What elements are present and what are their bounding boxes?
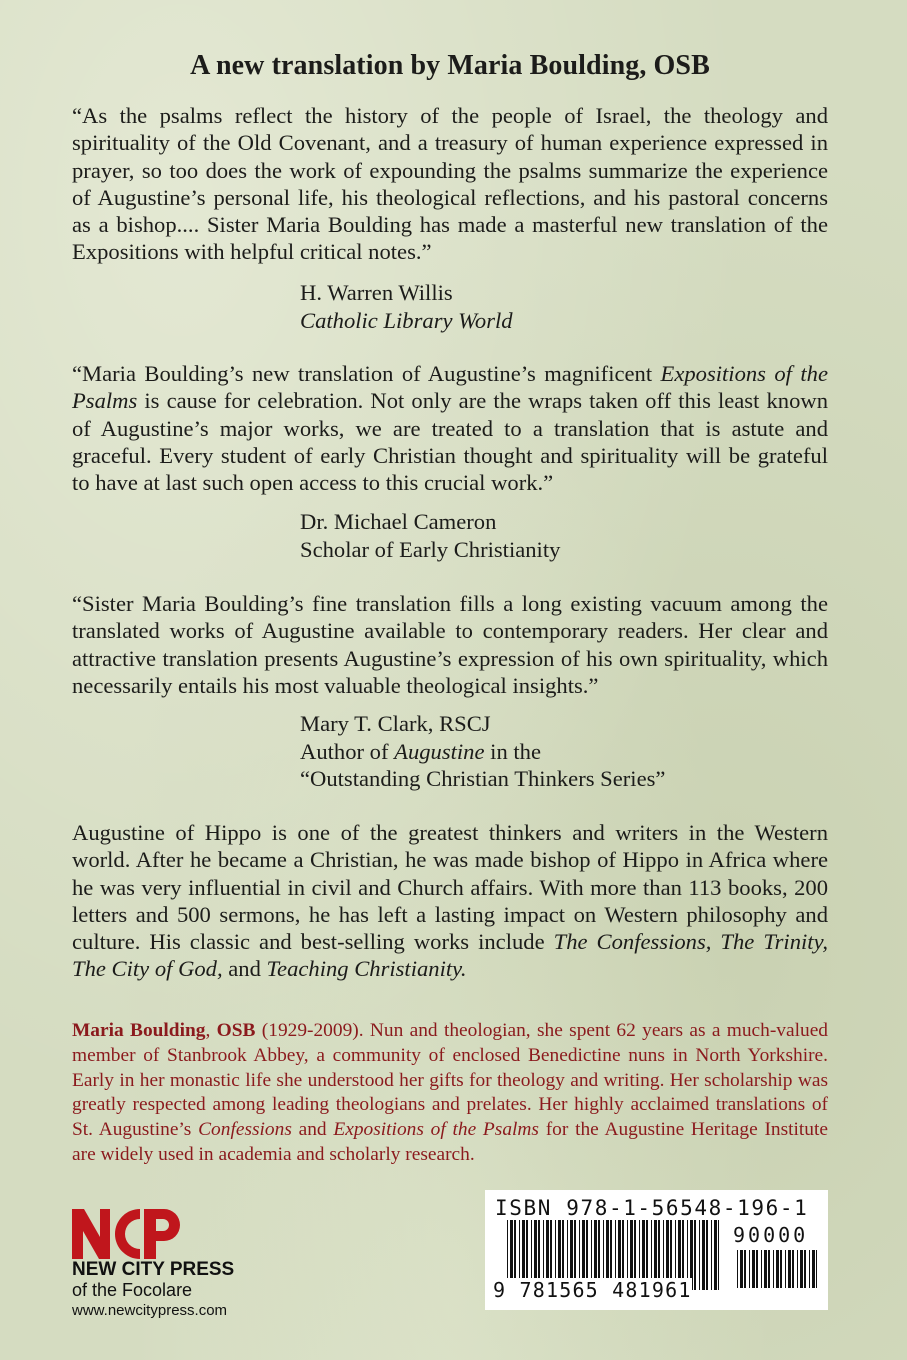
logo-letter-p: [144, 1209, 180, 1259]
quote-3-source-line: [300, 738, 665, 766]
barcode-bar: [756, 1250, 758, 1288]
about-augustine-works-2: Teaching Christianity.: [266, 956, 467, 982]
quote-1-text: “As the psalms reflect the history of the people of Israel, the theology and spirituality of the Old Covenant, and a treasury of human experience expressed in prayer, so too does the work of expounding the psalms summarize the experience of Augustine’s personal life, his theological reflections, and his pastoral concerns as a bishop.... Sister Maria Boulding has made a masterful new translation of the Expositions with helpful critical notes.”: [72, 103, 828, 265]
bio-name: Maria Boulding: [72, 1020, 206, 1041]
quote-3-source-a: Author of: [300, 738, 395, 764]
quote-1-author: H. Warren Willis: [300, 280, 453, 305]
barcode-bar: [792, 1250, 794, 1288]
barcode-bar: [718, 1220, 719, 1290]
isbn-label: ISBN 978-1-56548-196-1: [495, 1196, 809, 1220]
quote-3-series: “Outstanding Christian Thinkers Series”: [300, 766, 666, 791]
price-code: 90000: [733, 1223, 809, 1247]
quote-3-text: “Sister Maria Boulding’s fine translation fills a long existing vacuum among the translated works of Augustine available to contemporary readers. Her clear and attractive translation presents Augustine’s expression of his own spirituality, which necessarily entails his most valuable theological insights.”: [72, 591, 828, 698]
isbn-barcode: [485, 1190, 828, 1310]
barcode-bar: [702, 1220, 705, 1290]
logo-letter-c: [115, 1209, 140, 1259]
barcode-bar: [744, 1250, 746, 1288]
publisher-url: www.newcitypress.com: [72, 1302, 228, 1319]
quote-3-source-b: in the: [484, 738, 541, 764]
quote-3-book: Augustine: [394, 738, 485, 764]
author-bio: [72, 1019, 828, 1168]
quote-3-author: Mary T. Clark, RSCJ: [300, 711, 491, 736]
barcode-bar: [737, 1250, 738, 1288]
barcode-bar: [780, 1250, 782, 1288]
barcode-bar: [761, 1250, 762, 1288]
barcode-bar: [788, 1250, 791, 1288]
addon-barcode-bars: [737, 1250, 817, 1288]
bio-comma: ,: [205, 1020, 217, 1041]
about-augustine: [72, 819, 828, 983]
quote-2-title: Expositions of the Psalms: [72, 361, 828, 414]
headline: A new translation by Maria Boulding, OSB: [190, 50, 710, 81]
barcode-bar: [764, 1250, 767, 1288]
about-augustine-works-1: The Confessions, The Trinity, The City of God,: [72, 929, 828, 982]
barcode-bar: [752, 1250, 755, 1288]
barcode-bar: [797, 1250, 798, 1288]
logo-letter-n: [72, 1209, 110, 1259]
quote-1-source: Catholic Library World: [300, 307, 513, 333]
barcode-bar: [749, 1250, 750, 1288]
barcode-bar: [768, 1250, 770, 1288]
bio-text-3: for the Augustine Heritage Institute are widely used in academia and scholarly research.: [72, 1119, 828, 1165]
publisher-logo: [72, 1207, 332, 1321]
bio-work-2: Expositions of the Psalms: [333, 1119, 539, 1141]
quote-2-author: Dr. Michael Cameron: [300, 509, 497, 534]
about-augustine-text: Augustine of Hippo is one of the greatest thinkers and writers in the Western world. After he became a Christian, he was made bishop of Hippo in Africa where he was very influential in civil and Church affairs. With more than 113 books, 200 letters and 500 sermons, he has left a lasting impact on Western philosophy and culture. His classic and best-selling works include: [72, 820, 828, 955]
barcode-bar: [812, 1250, 815, 1288]
quote-2-text-b: is cause for celebration. Not only are the wraps taken off this least known of Augustine’s major works, we are treated to a translation that is astute and graceful. Every student of early Christian thought and spirituality will be grateful to have at last such open access to this crucial work.”: [72, 388, 828, 496]
quote-2: [72, 360, 828, 496]
barcode-bar: [706, 1220, 708, 1290]
quote-3-attribution: [300, 710, 665, 793]
barcode-bar: [785, 1250, 786, 1288]
ncp-logo-icon: [72, 1207, 182, 1259]
barcode-bar: [740, 1250, 743, 1288]
ean-digits: 9 781565 481961: [493, 1278, 692, 1302]
publisher-subtitle: of the Focolare: [72, 1280, 193, 1300]
about-augustine-conj: and: [222, 956, 267, 982]
publisher-name: NEW CITY PRESS: [72, 1259, 235, 1280]
quote-2-attribution: [300, 508, 560, 563]
bio-work-1: Confessions: [198, 1119, 292, 1141]
barcode-bar: [711, 1220, 712, 1290]
quote-2-source: Scholar of Early Christianity: [300, 536, 561, 562]
barcode-bar: [816, 1250, 817, 1288]
barcode-bar: [773, 1250, 774, 1288]
barcode-bar: [809, 1250, 810, 1288]
barcode-bar: [714, 1220, 717, 1290]
quote-2-text-a: “Maria Boulding’s new translation of Augustine’s magnificent: [72, 361, 661, 386]
barcode-bar: [699, 1220, 700, 1290]
quote-3: [72, 590, 828, 699]
barcode-bar: [800, 1250, 803, 1288]
barcode-bar: [776, 1250, 779, 1288]
barcode-bar: [694, 1220, 696, 1290]
bio-order: OSB: [216, 1020, 256, 1041]
bio-text-1: (1929-2009). Nun and theologian, she spent 62 years as a much-valued member of Stanbrook Abbey, a community of enclosed Benedictine nuns in North Yorkshire. Early in her monastic life she understood her gifts for theology and writing. Her scholarship was greatly respected among leading theologians and prelates. Her highly acclaimed translations of St. Augustine’s: [72, 1020, 828, 1141]
barcode-bar: [804, 1250, 806, 1288]
quote-1: [72, 102, 828, 266]
bio-text-2: and: [291, 1119, 334, 1141]
quote-1-attribution: [300, 279, 513, 334]
